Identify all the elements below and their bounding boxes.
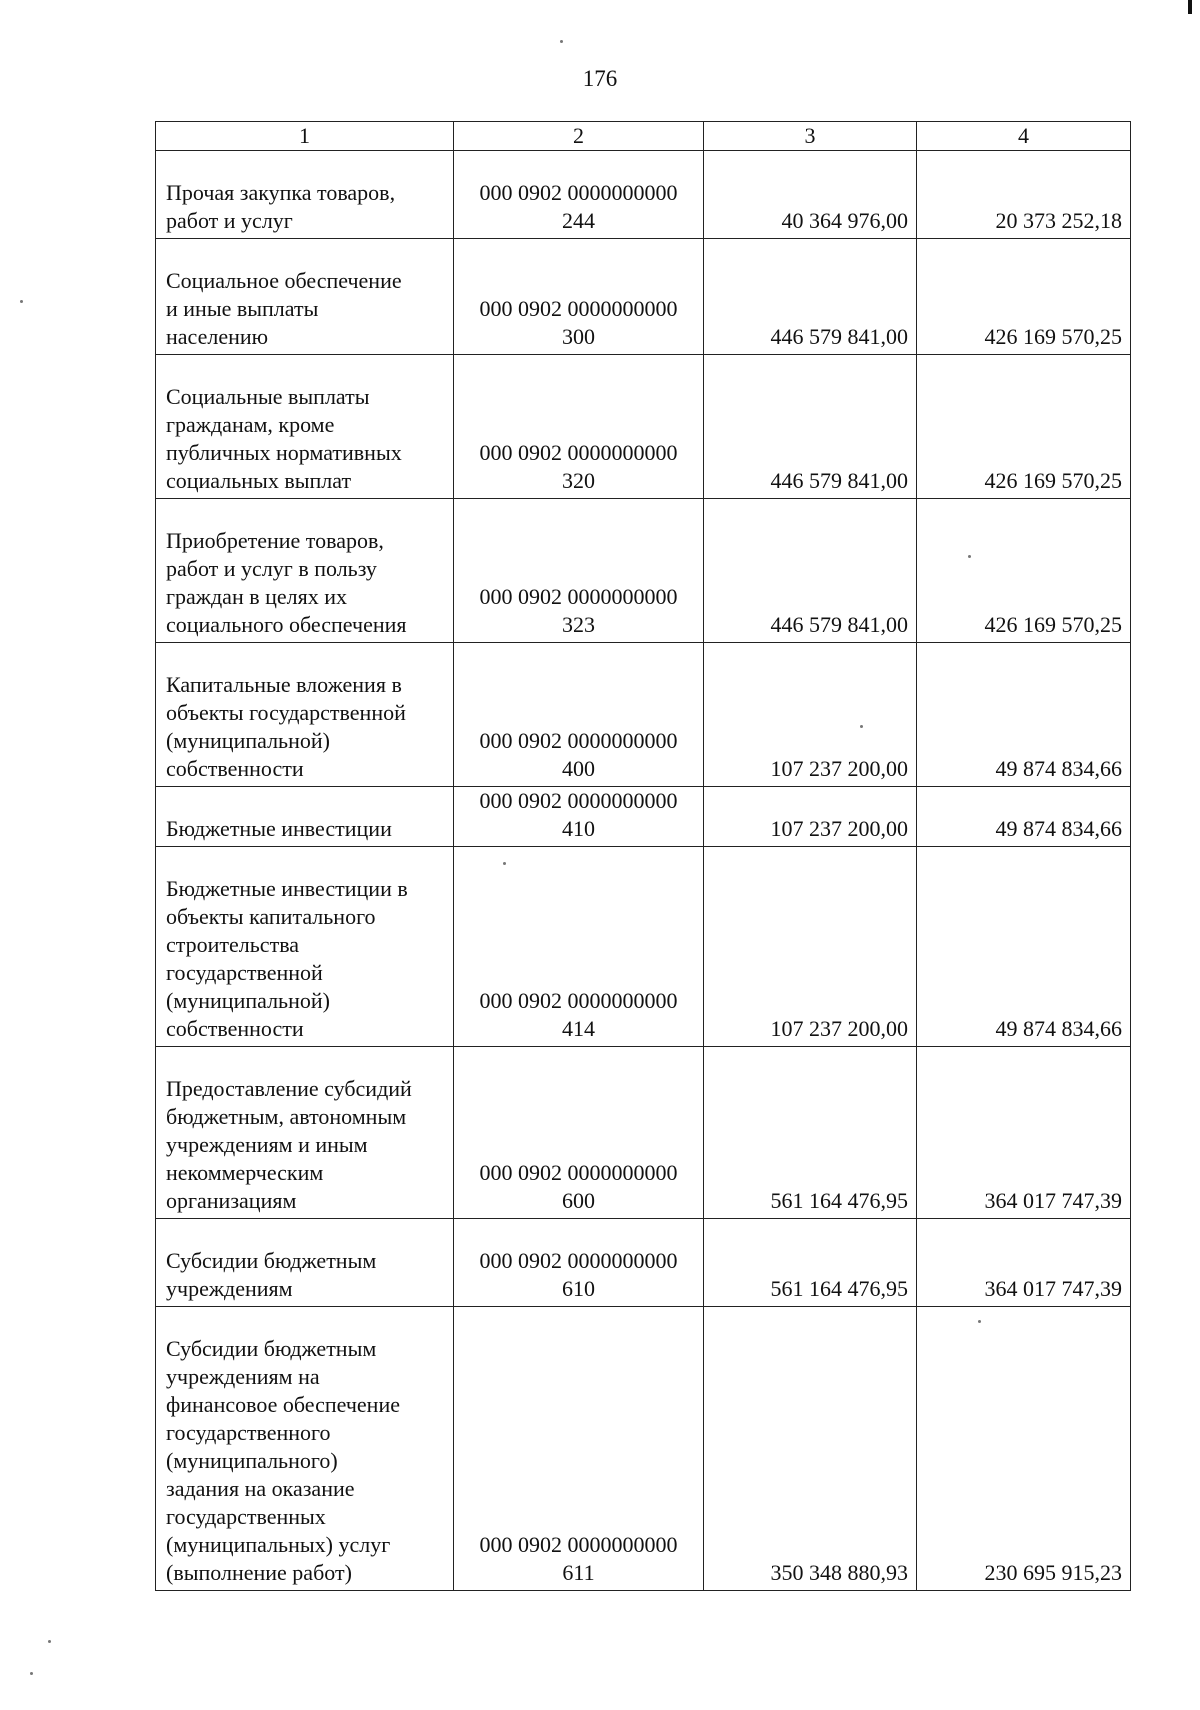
row-name-line: строительства	[166, 932, 300, 957]
row-name-line: (муниципальной)	[166, 728, 330, 753]
row-code-line: 600	[562, 1188, 595, 1213]
row-name-line: Предоставление субсидий	[166, 1076, 412, 1101]
row-name-line: бюджетным, автономным	[166, 1104, 407, 1129]
table-row	[156, 1047, 1131, 1219]
row-value-col4: 49 874 834,66	[917, 787, 1131, 847]
row-name-line: гражданам, кроме	[166, 412, 335, 437]
row-name-line: государственного	[166, 1420, 331, 1445]
row-code-cell	[454, 643, 704, 787]
page-number: 176	[582, 66, 618, 91]
row-name-line: Капитальные вложения в	[166, 672, 402, 697]
column-header-4: 4	[917, 122, 1131, 151]
row-code-line: 610	[562, 1276, 595, 1301]
scan-speck	[48, 1640, 51, 1643]
cell-top-spacer	[166, 499, 447, 527]
row-name-line: собственности	[166, 1016, 304, 1041]
row-code-line: 410	[562, 816, 595, 841]
row-code-line: 000 0902 0000000000	[479, 1248, 678, 1273]
row-code-line: 000 0902 0000000000	[479, 788, 678, 813]
row-name-cell	[156, 643, 454, 787]
row-code-cell	[454, 787, 704, 847]
row-value-col4: 20 373 252,18	[917, 151, 1131, 239]
row-value-col3: 561 164 476,95	[704, 1047, 917, 1219]
row-code-line: 000 0902 0000000000	[479, 728, 678, 753]
row-name-line: (муниципальной)	[166, 988, 330, 1013]
row-value-col3: 107 237 200,00	[704, 847, 917, 1047]
table-body	[156, 151, 1131, 1591]
table-row	[156, 239, 1131, 355]
row-value-col3: 107 237 200,00	[704, 643, 917, 787]
row-name-line: граждан в целях их	[166, 584, 348, 609]
row-name-line: Приобретение товаров,	[166, 528, 384, 553]
row-code-line: 323	[562, 612, 595, 637]
row-code-cell	[454, 1047, 704, 1219]
row-value-col4: 49 874 834,66	[917, 847, 1131, 1047]
table-row	[156, 787, 1131, 847]
row-value-col4: 426 169 570,25	[917, 239, 1131, 355]
row-name-line: Субсидии бюджетным	[166, 1248, 377, 1273]
cell-top-spacer	[166, 151, 447, 179]
row-value-col3: 40 364 976,00	[704, 151, 917, 239]
column-header-3: 3	[704, 122, 917, 151]
scan-speck	[20, 300, 23, 303]
cell-top-spacer	[166, 643, 447, 671]
scan-speck	[560, 40, 563, 43]
row-code-line: 000 0902 0000000000	[479, 1160, 678, 1185]
row-name-line: некоммерческим	[166, 1160, 324, 1185]
row-name-cell	[156, 151, 454, 239]
row-value-col4: 426 169 570,25	[917, 499, 1131, 643]
row-code-line: 400	[562, 756, 595, 781]
table-row	[156, 847, 1131, 1047]
table-row	[156, 643, 1131, 787]
cell-top-spacer	[166, 1307, 447, 1335]
row-code-cell	[454, 355, 704, 499]
row-name-line: учреждениям и иным	[166, 1132, 368, 1157]
row-name-line: Прочая закупка товаров,	[166, 180, 396, 205]
row-code-cell	[454, 499, 704, 643]
row-value-col3: 446 579 841,00	[704, 355, 917, 499]
row-name-line: задания на оказание	[166, 1476, 355, 1501]
cell-top-spacer	[166, 847, 447, 875]
row-name-line: социальных выплат	[166, 468, 352, 493]
column-header-1: 1	[156, 122, 454, 151]
row-name-line: (выполнение работ)	[166, 1560, 352, 1585]
table-row	[156, 355, 1131, 499]
row-name-line: учреждениям на	[166, 1364, 320, 1389]
scan-edge-mark	[1188, 0, 1192, 14]
row-name-line: работ и услуг в пользу	[166, 556, 377, 581]
row-code-line: 320	[562, 468, 595, 493]
row-name-line: Субсидии бюджетным	[166, 1336, 377, 1361]
row-name-line: социального обеспечения	[166, 612, 407, 637]
cell-top-spacer	[166, 239, 447, 267]
row-code-line: 000 0902 0000000000	[479, 1532, 678, 1557]
row-name-cell	[156, 1307, 454, 1591]
table-row	[156, 151, 1131, 239]
row-code-cell	[454, 151, 704, 239]
row-name-cell	[156, 499, 454, 643]
row-code-line: 000 0902 0000000000	[479, 988, 678, 1013]
cell-top-spacer	[166, 1219, 447, 1247]
row-name-line: (муниципального)	[166, 1448, 338, 1473]
row-value-col4: 49 874 834,66	[917, 643, 1131, 787]
row-name-line: Бюджетные инвестиции	[166, 816, 392, 841]
row-value-col4: 426 169 570,25	[917, 355, 1131, 499]
row-name-cell	[156, 847, 454, 1047]
row-name-line: объекты капитального	[166, 904, 376, 929]
row-code-cell	[454, 847, 704, 1047]
cell-top-spacer	[166, 787, 447, 815]
row-code-line: 000 0902 0000000000	[479, 296, 678, 321]
row-name-cell	[156, 1047, 454, 1219]
row-code-cell	[454, 1307, 704, 1591]
row-value-col4: 364 017 747,39	[917, 1219, 1131, 1307]
row-code-line: 244	[562, 208, 595, 233]
row-code-cell	[454, 239, 704, 355]
header-row	[156, 122, 1131, 151]
scan-speck	[503, 862, 506, 865]
scan-speck	[860, 725, 863, 728]
row-name-line: публичных нормативных	[166, 440, 402, 465]
scan-speck	[30, 1672, 33, 1675]
table-row	[156, 499, 1131, 643]
table-row	[156, 1219, 1131, 1307]
row-code-line: 000 0902 0000000000	[479, 584, 678, 609]
row-name-line: учреждениям	[166, 1276, 293, 1301]
row-code-line: 414	[562, 1016, 595, 1041]
row-value-col3: 446 579 841,00	[704, 239, 917, 355]
row-name-line: и иные выплаты	[166, 296, 319, 321]
scan-speck	[978, 1320, 981, 1323]
row-name-line: работ и услуг	[166, 208, 293, 233]
budget-table-container	[155, 121, 1130, 1591]
row-name-line: населению	[166, 324, 269, 349]
cell-top-spacer	[166, 355, 447, 383]
row-name-line: Бюджетные инвестиции в	[166, 876, 408, 901]
row-value-col4: 230 695 915,23	[917, 1307, 1131, 1591]
row-value-col3: 350 348 880,93	[704, 1307, 917, 1591]
row-value-col3: 561 164 476,95	[704, 1219, 917, 1307]
row-code-line: 300	[562, 324, 595, 349]
table-row	[156, 1307, 1131, 1591]
row-name-cell	[156, 355, 454, 499]
row-code-line: 611	[562, 1560, 595, 1585]
row-code-line: 000 0902 0000000000	[479, 440, 678, 465]
row-name-line: государственных	[166, 1504, 326, 1529]
row-name-line: финансовое обеспечение	[166, 1392, 400, 1417]
row-name-line: государственной	[166, 960, 323, 985]
row-name-line: организациям	[166, 1188, 297, 1213]
scan-speck	[968, 555, 971, 558]
row-value-col4: 364 017 747,39	[917, 1047, 1131, 1219]
row-name-line: собственности	[166, 756, 304, 781]
row-name-cell	[156, 1219, 454, 1307]
row-value-col3: 446 579 841,00	[704, 499, 917, 643]
row-code-cell	[454, 1219, 704, 1307]
row-name-line: (муниципальных) услуг	[166, 1532, 391, 1557]
row-code-line: 000 0902 0000000000	[479, 180, 678, 205]
column-header-2: 2	[454, 122, 704, 151]
row-value-col3: 107 237 200,00	[704, 787, 917, 847]
row-name-cell	[156, 239, 454, 355]
row-name-line: Социальное обеспечение	[166, 268, 402, 293]
row-name-cell	[156, 787, 454, 847]
row-name-line: объекты государственной	[166, 700, 406, 725]
budget-table	[155, 121, 1131, 1591]
row-name-line: Социальные выплаты	[166, 384, 370, 409]
cell-top-spacer	[166, 1047, 447, 1075]
